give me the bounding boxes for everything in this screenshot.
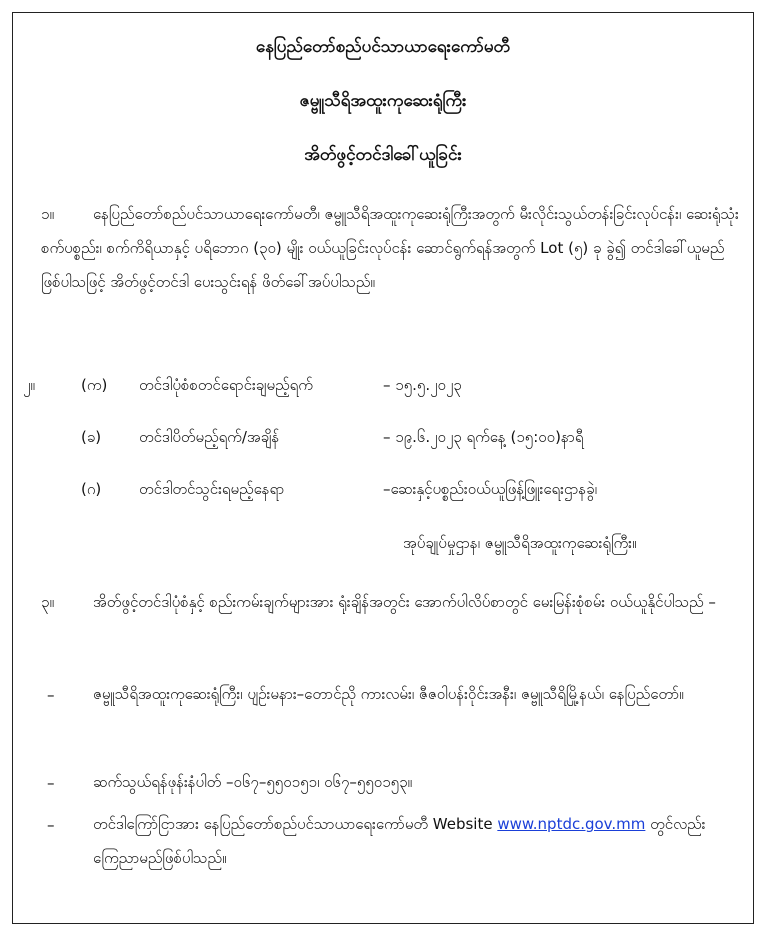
website-link[interactable]: www.nptdc.gov.mm xyxy=(497,815,646,833)
tender-notice xyxy=(12,12,754,924)
section-1 xyxy=(41,197,739,299)
section-1-text: နေပြည်တော်စည်ပင်သာယာရေးကော်မတီ၊ ဇမ္ဗူသီရိအထူးကုဆေးရုံကြီးအတွက် မီးလိုင်းသွယ်တန်းခြင်းလုပ်ငန်း၊ ဆေးရုံသုံးစက်ပစ္စည်း၊ စက်ကိရိယာနှင့် ပရိဘောဂ (၃၀) မျိုး ဝယ်ယူခြင်းလုပ်ငန်း ဆောင်ရွက်ရန်အတွက် Lot (၅) ခု ခွဲ၍ တင်ဒါခေါ်ယူမည် ဖြစ်ပါသဖြင့် အိတ်ဖွင့်တင်ဒါ ပေးသွင်းရန် ဖိတ်ခေါ်အပ်ပါသည်။ xyxy=(41,205,739,291)
notice-title-committee: နေပြည်တော်စည်ပင်သာယာရေးကော်မတီ xyxy=(255,37,511,57)
section-3 xyxy=(41,585,739,619)
item-b-value: – ၁၉.၆.၂၀၂၃ ရက်နေ့ (၁၅:၀၀)နာရီ xyxy=(383,428,584,446)
item-c-value: –ဆေးနှင့်ပစ္စည်းဝယ်ယူဖြန့်ဖြူးရေးဌာနခွဲ၊ xyxy=(383,480,597,498)
bullet-1-dash: – xyxy=(47,686,55,704)
bullet-3 xyxy=(93,807,739,875)
item-b-mark: (ခ) xyxy=(81,428,102,446)
bullet-3-tail: တွင်လည်း ကြေညာမည်ဖြစ်ပါသည်။ xyxy=(93,815,706,867)
bullet-3-text: တင်ဒါကြော်ငြာအား နေပြည်တော်စည်ပင်သာယာရေးကော်မတီ Website xyxy=(93,815,498,833)
item-a-value: – ၁၅.၅.၂၀၂၃ xyxy=(383,376,462,394)
bullet-1-text: ဇမ္ဗူသီရိအထူးကုဆေးရုံကြီး၊ ပျဉ်းမနား–တောင်ညို ကားလမ်း၊ ဇီဇဝါပန်းဝိုင်းအနီး၊ ဇမ္ဗူသီရိမြို့နယ်၊ နေပြည်တော်။ xyxy=(93,685,684,703)
section-3-number: ၃။ xyxy=(41,593,54,611)
item-c-label: တင်ဒါတင်သွင်းရမည့်နေရာ xyxy=(139,480,285,498)
item-c-mark: (ဂ) xyxy=(81,480,102,498)
bullet-3-dash: – xyxy=(47,816,55,834)
section-1-number: ၁။ xyxy=(41,205,54,223)
notice-title-hospital: ဇမ္ဗူသီရိအထူးကုဆေးရုံကြီး xyxy=(299,91,467,111)
item-a-mark: (က) xyxy=(81,376,108,394)
section-2-number: ၂။ xyxy=(23,376,35,394)
item-a-label: တင်ဒါပုံစံစတင်ရောင်းချမည့်ရက် xyxy=(139,376,313,394)
notice-title-tender: အိတ်ဖွင့်တင်ဒါခေါ်ယူခြင်း xyxy=(304,145,462,165)
bullet-2-dash: – xyxy=(47,774,55,792)
item-b-label: တင်ဒါပိတ်မည့်ရက်/အချိန် xyxy=(139,428,280,446)
item-c-continuation: အုပ်ချုပ်မှုဌာန၊ ဇမ္ဗူသီရိအထူးကုဆေးရုံကြီး။ xyxy=(403,534,637,552)
section-3-text: အိတ်ဖွင့်တင်ဒါပုံစံနှင့် စည်းကမ်းချက်များအား ရုံးချိန်အတွင်း အောက်ပါလိပ်စာတွင် မေးမြန်းစုံစမ်း ဝယ်ယူနိုင်ပါသည် – xyxy=(93,593,716,611)
bullet-2-text: ဆက်သွယ်ရန်ဖုန်းနံပါတ် –၀၆၇–၅၅၀၁၅၁၊ ၀၆၇–၅၅၀၁၅၃။ xyxy=(93,773,413,791)
